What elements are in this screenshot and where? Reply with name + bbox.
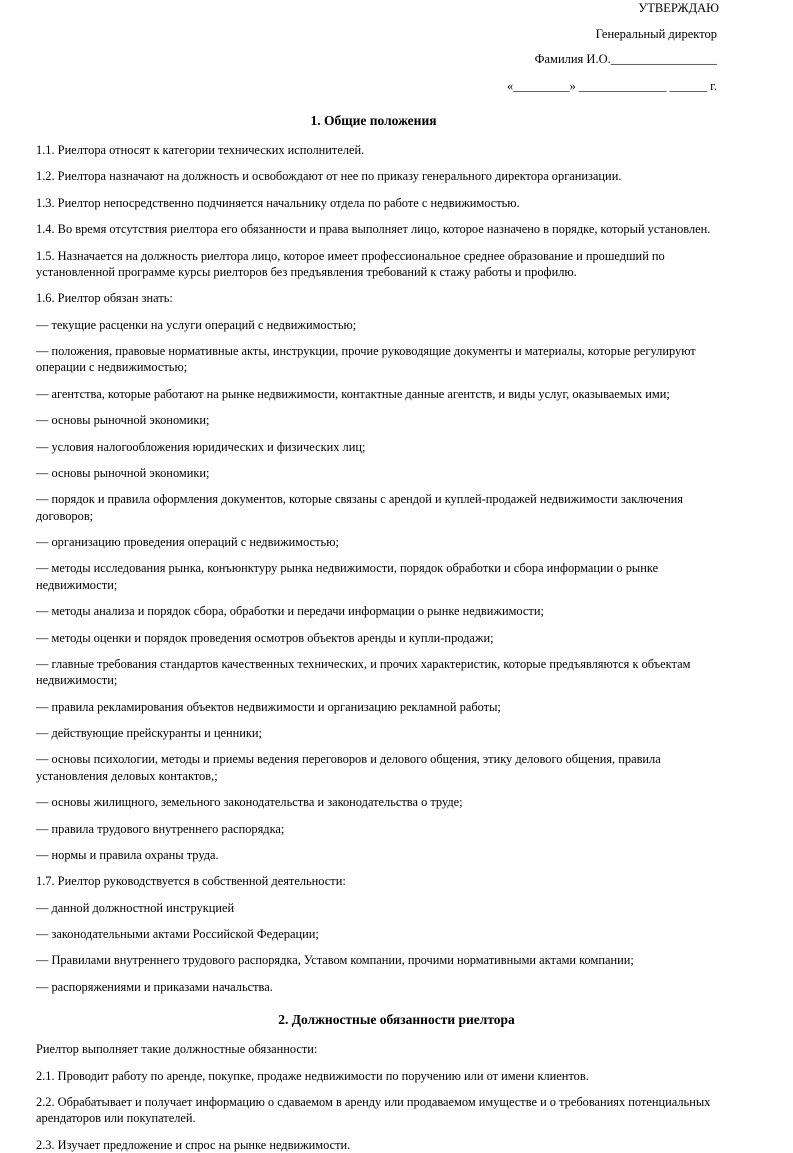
- list-item: — нормы и правила охраны труда.: [36, 847, 219, 862]
- list-item: — действующие прейскуранты и ценники;: [36, 726, 262, 740]
- section-heading-1: 1. Общие положения: [310, 113, 437, 128]
- list-item: — положения, правовые нормативные акты, инструкции, прочие руководящие документы и материалы, которые регулируют операции с недвижимостью;: [36, 344, 696, 375]
- list-item: — методы исследования рынка, конъюнктуру рынка недвижимости, порядок обработки и сбора информации о рынке недвижимости;: [36, 561, 659, 592]
- approval-name-field: Фамилия И.О._________________: [534, 52, 717, 66]
- list-item: — главные требования стандартов качественных технических, и прочих характеристик, которые предъявляются к объектам недвижимости;: [36, 656, 691, 688]
- list-item: — распоряжениями и приказами начальства.: [36, 979, 273, 994]
- section-heading-2: 2. Должностные обязанности риелтора: [278, 1012, 515, 1028]
- approval-date-field: «_________» ______________ ______ г.: [507, 78, 717, 93]
- approval-position: Генеральный директор: [595, 26, 717, 41]
- list-item: — правила рекламирования объектов недвижимости и организацию рекламной работы;: [36, 699, 501, 714]
- paragraph: 2.1. Проводит работу по аренде, покупке, продаже недвижимости по поручению или от имени клиентов.: [36, 1068, 589, 1083]
- list-item: — законодательными актами Российской Федерации;: [36, 927, 319, 941]
- paragraph: Риелтор выполняет такие должностные обязанности:: [36, 1042, 318, 1057]
- paragraph: 1.1. Риелтора относят к категории технических исполнителей.: [36, 143, 365, 157]
- paragraph: 1.5. Назначается на должность риелтора лицо, которое имеет профессиональное среднее образование и прошедший по установленной программе курсы риелторов без предъявления требований к стажу работы и профилю.: [36, 248, 665, 279]
- list-item: — порядок и правила оформления документов, которые связаны с арендой и куплей-продажей недвижимости заключения договоров;: [36, 492, 683, 523]
- list-item: — правила трудового внутреннего распорядка;: [36, 821, 285, 836]
- list-item: — методы оценки и порядок проведения осмотров объектов аренды и купли-продажи;: [36, 630, 494, 645]
- paragraph: 1.3. Риелтор непосредственно подчиняется начальнику отдела по работе с недвижимостью.: [36, 195, 520, 210]
- list-item: — Правилами внутреннего трудового распорядка, Уставом компании, прочими нормативными актами компании;: [36, 953, 634, 968]
- paragraph: 2.2. Обрабатывает и получает информацию о сдаваемом в аренду или продаваемом имуществе и о требованиях потенциальных арендаторов или покупателей.: [36, 1094, 711, 1126]
- list-item: — методы анализа и порядок сбора, обработки и передачи информации о рынке недвижимости;: [36, 604, 544, 619]
- list-item: — данной должностной инструкцией: [36, 900, 235, 915]
- paragraph: 2.3. Изучает предложение и спрос на рынке недвижимости.: [36, 1137, 351, 1152]
- paragraph: 1.7. Риелтор руководствуется в собственной деятельности:: [36, 874, 346, 889]
- list-item: — текущие расценки на услуги операций с недвижимостью;: [36, 317, 357, 332]
- list-item: — основы жилищного, земельного законодательства и законодательства о труде;: [36, 795, 463, 810]
- list-item: — основы рыночной экономики;: [36, 413, 210, 428]
- paragraph: 1.4. Во время отсутствия риелтора его обязанности и права выполняет лицо, которое назначено в порядке, который установлен.: [36, 222, 711, 237]
- list-item: — организацию проведения операций с недвижимостью;: [36, 535, 339, 549]
- paragraph: 1.6. Риелтор обязан знать:: [36, 291, 173, 306]
- list-item: — условия налогообложения юридических и физических лиц;: [36, 439, 366, 454]
- list-item: — основы психологии, методы и приемы ведения переговоров и делового общения, этику делового общения, правила установления деловых контактов,;: [36, 752, 661, 783]
- paragraph: 1.2. Риелтора назначают на должность и освобождают от нее по приказу генерального директора организации.: [36, 169, 622, 184]
- approval-label: УТВЕРЖДАЮ: [638, 1, 719, 15]
- approval-header: [36, 0, 757, 92]
- list-item: — основы рыночной экономики;: [36, 465, 210, 480]
- list-item: — агентства, которые работают на рынке недвижимости, контактные данные агентств, и виды услуг, оказываемых ими;: [36, 386, 670, 401]
